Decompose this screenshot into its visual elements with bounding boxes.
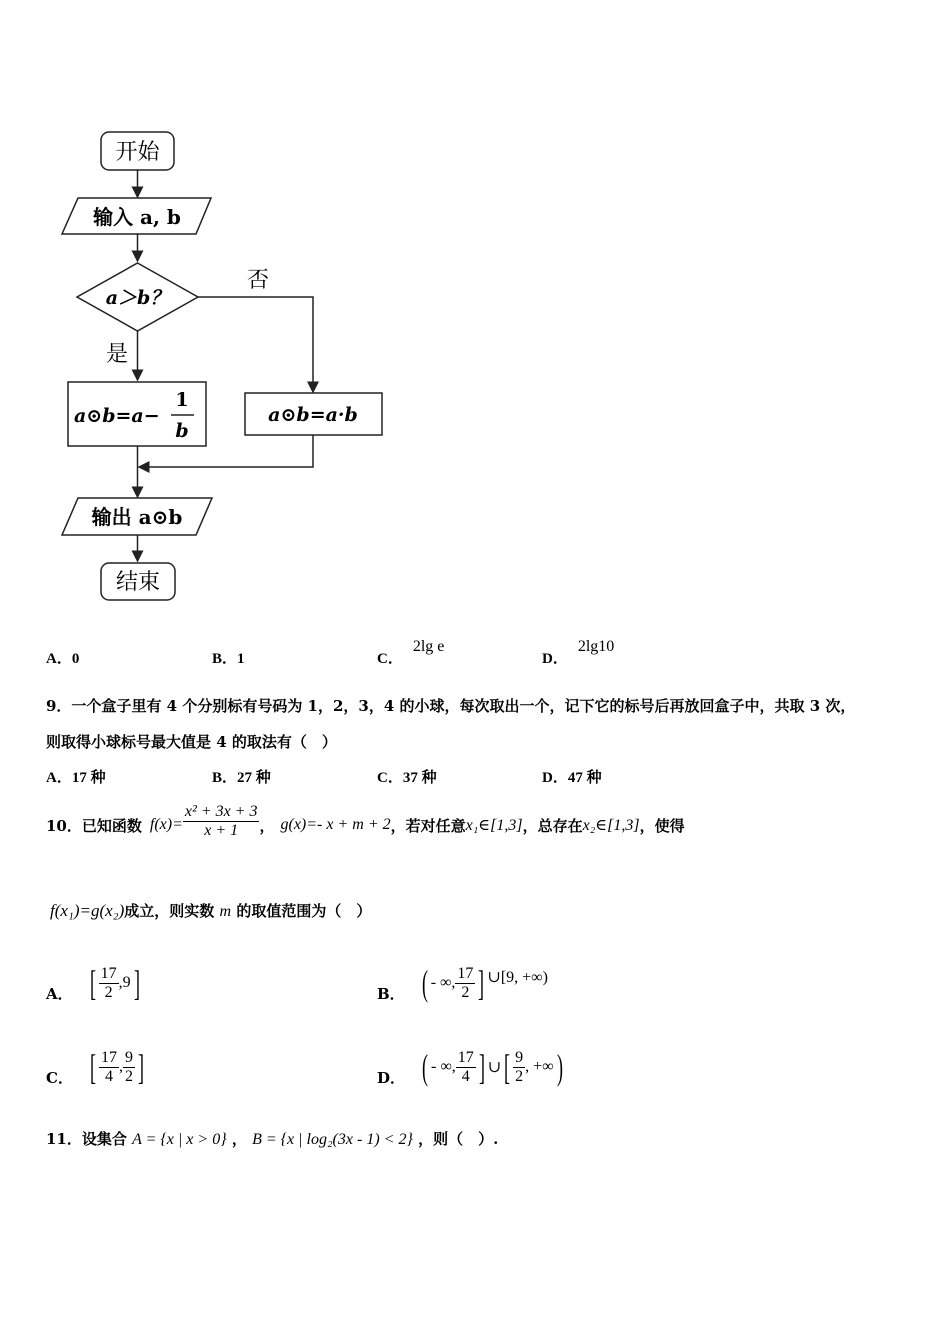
yes-label: 是 [105,342,129,367]
decision-text: a＞b？ [105,287,170,309]
q8-option-a: A．0 [46,651,80,667]
flowchart [0,0,420,620]
q9-option-b: B．27 种 [212,770,271,786]
q10-option-d: D． ( - ∞, $\frac{17}{4}$ ] ∪ [ $\frac{9}{2}$ , +∞ ) [377,1047,563,1087]
yes-process-lhs: a⊙b=a− [74,405,160,427]
no-label: 否 [246,268,270,293]
q10-option-a: A． [ $\frac{17}{2}$ ,9 ] [46,963,140,1003]
q9-question-line1: 9．一个盒子里有 4 个分别标有号码为 1，2，3，4 的小球，每次取出一个，记下它的标号后再放回盒子中，共取 3 次， [46,697,856,715]
q10-f-fraction: $\frac{\text{x² + 3x + 3}}{x + 1}$ [184,802,258,839]
q11-question: 11．设集合 A = {x | x > 0} ， B = {x | log₂(3x - 1) < 2} ，则（ ）. [46,1130,499,1148]
input-text: 输入 a, b [93,205,181,229]
q10-option-b: B． ( - ∞, $\frac{17}{2}$ ] ∪[9, +∞) [377,963,548,1003]
output-text: 输出 a⊙b [91,505,183,529]
q10-question-line2: f(x₁)=g(x₂)成立，则实数 m 的取值范围为（ ） [50,901,372,920]
q8-option-d: D．2lg10 [542,638,615,667]
q8-option-b: B．1 [212,651,245,667]
q9-option-d: D．47 种 [542,770,602,786]
end-text: 结束 [115,570,161,595]
q9-option-c: C．37 种 [377,770,437,786]
q9-option-a: A．17 种 [46,770,106,786]
q9-question-line2: 则取得小球标号最大值是 4 的取法有（ ） [46,733,337,751]
q8-option-c: C．2lg e [377,638,445,667]
yes-process-den: b [175,420,189,442]
yes-process-num: 1 [175,389,189,411]
no-process-text: a⊙b=a·b [268,404,358,426]
q10-question-line1: 10．已知函数 f(x)= $\frac{\text{x² + 3x + 3}}{x + 1}$ ， g(x)=- x + m + 2 ，若对任意 x₁∈[1,3] ，总存在 x₂∈[1,3] ，使得 [46,802,685,839]
q10-option-c: C． [ $\frac{17}{4}$ , $\frac{9}{2}$ ] [46,1047,144,1087]
start-text: 开始 [115,140,160,165]
